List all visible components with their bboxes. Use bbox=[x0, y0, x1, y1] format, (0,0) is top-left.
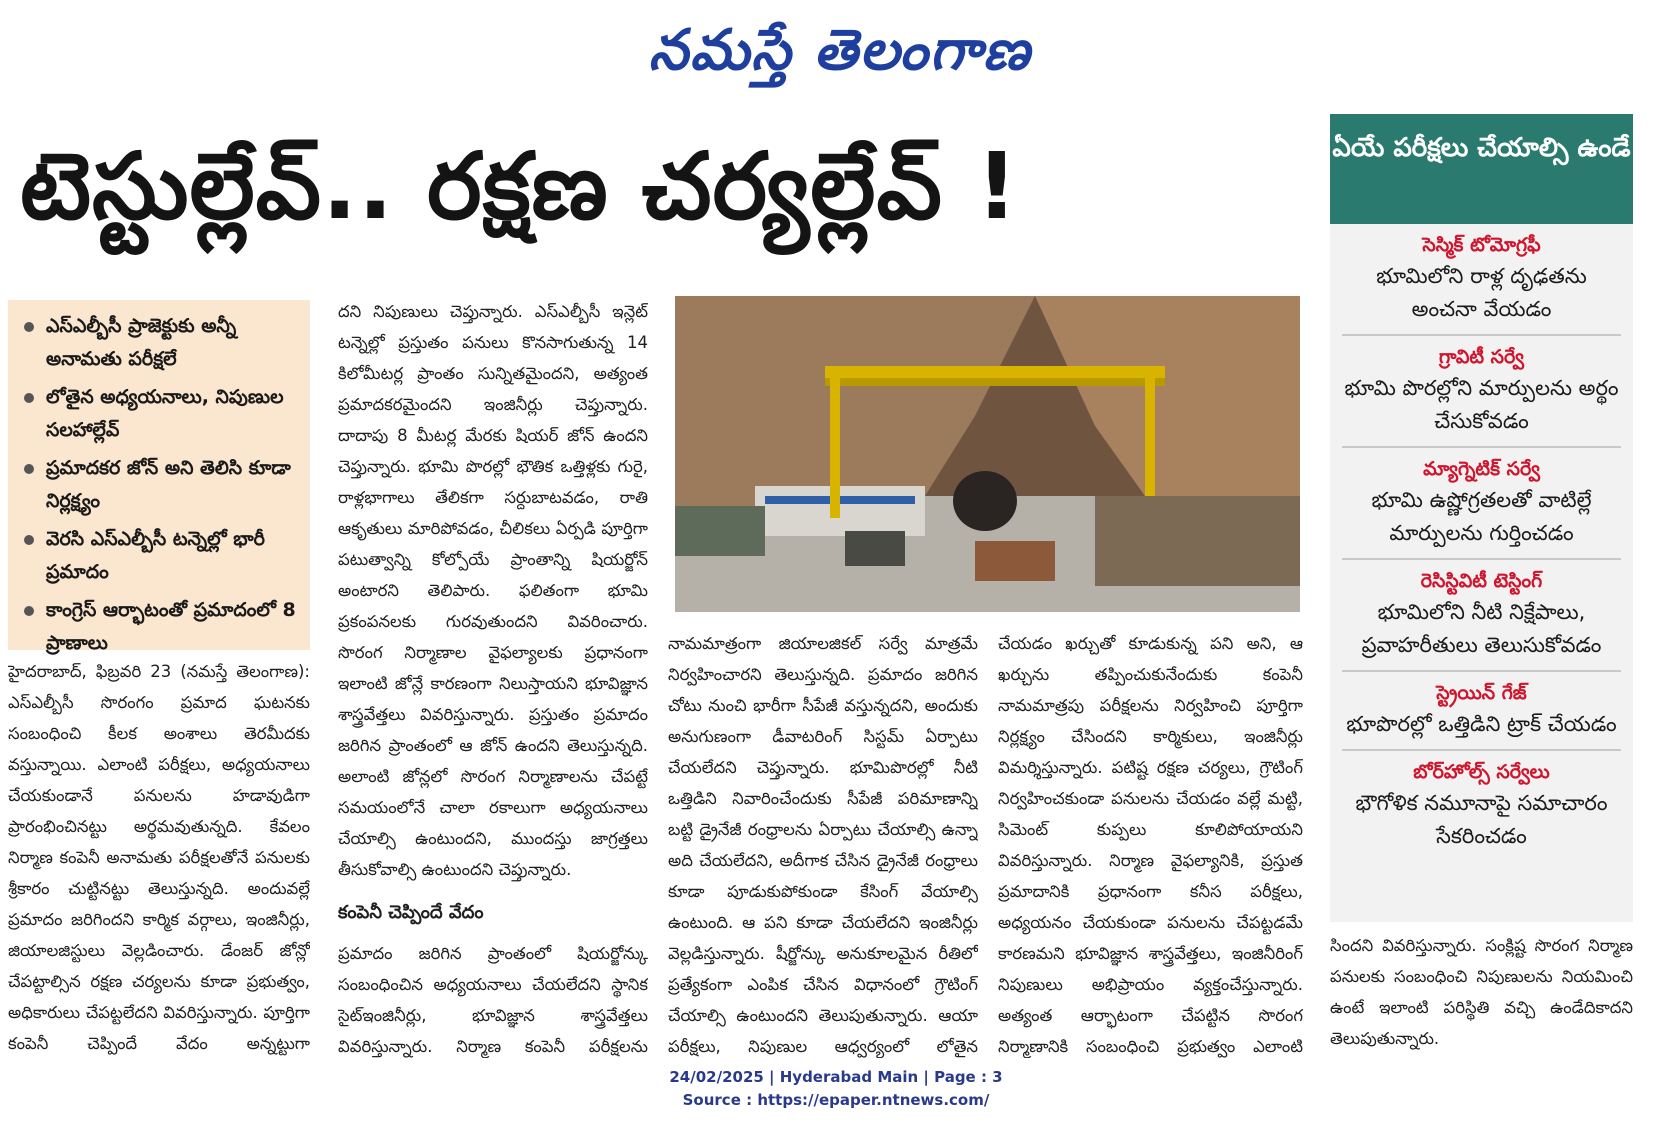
sidebar-item bbox=[1342, 672, 1621, 751]
article-text: హైదరాబాద్, ఫిబ్రవరి 23 (నమస్తే తెలంగాణ): ఎస్ఎల్బీసీ సొరంగం ప్రమాద ఘటనకు సంబంధించి కీలక అంశాలు తెరమీదకు వస్తున్నాయి. ఎలాంటి పరీక్షలు, అధ్యయనాలు చేయకుండానే పనులను హడావుడిగా ప్రారంభించినట్టు అర్థమవుతున్నది. కేవలం నిర్మాణ కంపెనీ అనామతు పరీక్షలతోనే పనులకు శ్రీకారం చుట్టినట్టు తెలుస్తున్నది. అందువల్లే ప్రమాదం జరిగిందని కార్మిక వర్గాలు, ఇంజినీర్లు, జియాలజిస్టులు వెల్లడించారు. డేంజర్ జోన్లో చేపట్టాల్సిన రక్షణ చర్యలను కూడా ప్రభుత్వం, అధికారులు చేపట్టలేదని వివరిస్తున్నారు. పూర్తిగా కంపెనీ చెప్పిందే వేదం అన్నట్టుగా bbox=[8, 662, 310, 1053]
page-footer bbox=[0, 1066, 1672, 1112]
tunnel-photo-illustration bbox=[675, 296, 1300, 612]
sidebar-item-title: సెస్మిక్ టోమోగ్రఫీ bbox=[1422, 234, 1541, 256]
tunnel-site-photo bbox=[675, 296, 1300, 612]
sidebar-item bbox=[1342, 336, 1621, 448]
bullet-icon bbox=[24, 393, 34, 403]
article-text: నామమాత్రంగా జియాలజికల్ సర్వే మాత్రమే నిర్వహించారని తెలుస్తున్నది. ప్రమాదం జరిగిన చోటు నుంచి భారీగా సీపేజీ వస్తున్నదని, అందుకు అనుగుణంగా డీవాటరింగ్ సిస్టమ్ ఏర్పాటు చేయలేదని చెప్తున్నారు. భూమిపొరల్లో నీటి ఒత్తిడిని నివారించేందుకు సీపేజీ పరిమాణాన్ని బట్టి డ్రైనేజీ రంధ్రాలను ఏర్పాటు చేయాల్సి ఉన్నా అది చేయలేదని, అదీగాక చేసిన డ్రైనేజీ రంధ్రాలు కూడా పూడుకుపోకుండా కేసింగ్ వేయాల్సి ఉంటుంది. ఆ పని కూడా చేయలేదని ఇంజినీర్లు వెల్లడిస్తున్నారు. షీర్జోన్కు అనుకూలమైన రీతిలో ప్రత్యేకంగా ఎంపిక చేసిన విధానంలో గ్రౌటింగ్ చేయాల్సి ఉంటుందని తెలుపుతున్నారు. ఆయా పరీక్షలు, నిపుణుల ఆధ్వర్యంలో లోతైన bbox=[668, 634, 978, 1056]
article-column-2 bbox=[338, 296, 648, 1058]
sidebar-item-title: గ్రావిటీ సర్వే bbox=[1438, 346, 1524, 368]
sidebar-item-title: రెసిస్టివిటీ టెస్టింగ్ bbox=[1420, 570, 1543, 592]
sidebar-item-title: స్ట్రెయిన్ గేజ్ bbox=[1436, 682, 1527, 704]
sidebar-item-title: బోర్‌హోల్స్ సర్వేలు bbox=[1413, 761, 1550, 783]
sidebar-heading: ఏయే పరీక్షలు చేయాల్సి ఉండే bbox=[1330, 114, 1633, 224]
sidebar-item-desc: భూపొరల్లో ఒత్తిడిని ట్రాక్ చేయడం bbox=[1346, 712, 1617, 736]
edition-info: 24/02/2025 | Hyderabad Main | Page : 3 bbox=[669, 1068, 1003, 1086]
main-headline: టెస్టుల్లేవ్.. రక్షణ చర్యల్లేవ్ ! bbox=[20, 133, 1019, 240]
sidebar-item-desc: భౌగోళిక నమూనాపై సమాచారం సేకరించడం bbox=[1355, 791, 1608, 848]
sidebar-item bbox=[1342, 560, 1621, 672]
tests-sidebar bbox=[1330, 114, 1633, 922]
highlights-box bbox=[8, 300, 310, 654]
bullet-icon bbox=[24, 606, 34, 616]
article-column-4 bbox=[998, 628, 1303, 1058]
article-text: సిందని వివరిస్తున్నారు. సంక్లిష్ట సొరంగ నిర్మాణ పనులకు సంబంధించి నిపుణులను నియమించి ఉంటే ఇలాంటి పరిస్థితి వచ్చి ఉండేదికాదని తెలుపుతున్నారు. bbox=[1330, 936, 1633, 1048]
highlight-item bbox=[18, 310, 300, 376]
article-column-1 bbox=[8, 656, 310, 1058]
article-column-5 bbox=[1330, 930, 1633, 1058]
sidebar-item-title: మ్యాగ్నెటిక్ సర్వే bbox=[1423, 458, 1540, 480]
sidebar-item bbox=[1342, 224, 1621, 336]
highlight-text: వెరసి ఎస్ఎల్బీసీ టన్నెల్లో భారీ ప్రమాదం bbox=[46, 528, 265, 583]
sidebar-item-desc: భూమి పొరల్లోని మార్పులను అర్థం చేసుకోవడం bbox=[1344, 376, 1619, 433]
article-text: చేయడం ఖర్చుతో కూడుకున్న పని అని, ఆ ఖర్చును తప్పించుకునేందుకు కంపెనీ నామమాత్రపు పరీక్షలను నిర్వహించి పూర్తిగా నిర్లక్ష్యం చేసిందని కార్మికులు, ఇంజినీర్లు విమర్శిస్తున్నారు. పటిష్ట రక్షణ చర్యలు, గ్రౌటింగ్ నిర్వహించకుండా పనులను చేయడం వల్లే మట్టి, సిమెంట్ కుప్పలు కూలిపోయాయని వివరిస్తున్నారు. నిర్మాణ వైఫల్యానికి, ప్రస్తుత ప్రమాదానికి ప్రధానంగా కనీస పరీక్షలు, అధ్యయనం చేయకుండా పనులను చేపట్టడమే కారణమని భూవిజ్ఞాన శాస్త్రవేత్తలు, ఇంజినీరింగ్ నిపుణులు అభిప్రాయం వ్యక్తంచేస్తున్నారు. అత్యంత ఆర్భాటంగా చేపట్టిన సొరంగ నిర్మాణానికి సంబంధించి ప్రభుత్వం ఎలాంటి bbox=[998, 634, 1303, 1056]
article-subheading: కంపెనీ చెప్పిందే వేదం bbox=[338, 902, 484, 923]
bullet-icon bbox=[24, 535, 34, 545]
bullet-icon bbox=[24, 322, 34, 332]
sidebar-item-desc: భూమి ఉష్ణోగ్రతలతో వాటిల్లే మార్పులను గుర్తించడం bbox=[1371, 488, 1592, 545]
highlight-item bbox=[18, 381, 300, 447]
highlight-text: లోతైన అధ్యయనాలు, నిపుణుల సలహాల్లేవ్ bbox=[46, 386, 284, 441]
source-link[interactable]: Source : https://epaper.ntnews.com/ bbox=[682, 1091, 990, 1109]
sidebar-item bbox=[1342, 751, 1621, 861]
article-text: దని నిపుణులు చెప్తున్నారు. ఎస్ఎల్బీసీ ఇన్లెట్ టన్నెల్లో ప్రస్తుతం పనులు కొనసాగుతున్న 14 కిలోమీటర్ల ప్రాంతం సున్నితమైందని, అత్యంత ప్రమాదకరమైందని ఇంజినీర్లు చెప్తున్నారు. దాదాపు 8 మీటర్ల మేరకు షియర్ జోన్ ఉందని చెప్తున్నారు. భూమి పొరల్లో భౌతిక ఒత్తిళ్లకు గురై, రాళ్లభాగాలు తేలికగా సర్దుబాటవడం, రాతి ఆకృతులు మారిపోవడం, చీలికలు ఏర్పడి పూర్తిగా పటుత్వాన్ని కోల్పోయే ప్రాంతాన్ని షియర్జోన్ అంటారని తెలిపారు. ఫలితంగా భూమి ప్రకంపనలకు గురవుతుందని వివరించారు. సొరంగ నిర్మాణాల వైఫల్యాలకు ప్రధానంగా ఇలాంటి జోన్లే కారణంగా నిలుస్తాయని భూవిజ్ఞాన శాస్త్రవేత్తలు వివరిస్తున్నారు. ప్రస్తుతం ప్రమాదం జరిగిన ప్రాంతంలో ఆ జోన్ ఉందని తెలుస్తున్నది. అలాంటి జోన్లలో సొరంగ నిర్మాణాలను చేపట్టే సమయంలోనే చాలా రకాలుగా అధ్యయనాలు చేయాల్సి ఉంటుందని, ముందస్తు జాగ్రత్తలు తీసుకోవాల్సి ఉంటుందని చెప్తున్నారు. bbox=[338, 302, 648, 879]
sidebar-item-desc: భూమిలోని రాళ్ల దృఢతను అంచనా వేయడం bbox=[1376, 264, 1587, 321]
article-column-3 bbox=[668, 628, 978, 1058]
highlight-item bbox=[18, 452, 300, 518]
sidebar-item-desc: భూమిలోని నీటి నిక్షేపాలు, ప్రవాహరీతులు తెలుసుకోవడం bbox=[1361, 600, 1602, 657]
article-text: ప్రమాదం జరిగిన ప్రాంతంలో షియర్జోన్కు సంబంధించిన అధ్యయనాలు చేయలేదని స్థానిక సైట్ఇంజినీర్లు, భూవిజ్ఞాన శాస్త్రవేత్తలు వివరిస్తున్నారు. నిర్మాణ కంపెనీ పరీక్షలను bbox=[338, 944, 648, 1056]
highlight-text: కాంగ్రెస్ ఆర్భాటంతో ప్రమాదంలో 8 ప్రాణాలు bbox=[46, 599, 296, 654]
bullet-icon bbox=[24, 464, 34, 474]
newspaper-masthead: నమస్తే తెలంగాణ bbox=[648, 17, 1032, 83]
highlight-item bbox=[18, 594, 300, 660]
highlight-text: ఎస్ఎల్బీసీ ప్రాజెక్టుకు అన్నీ అనామతు పరీక్షలే bbox=[46, 315, 237, 370]
highlight-item bbox=[18, 523, 300, 589]
sidebar-item bbox=[1342, 448, 1621, 560]
highlight-text: ప్రమాదకర జోన్ అని తెలిసి కూడా నిర్లక్ష్యం bbox=[46, 457, 291, 512]
